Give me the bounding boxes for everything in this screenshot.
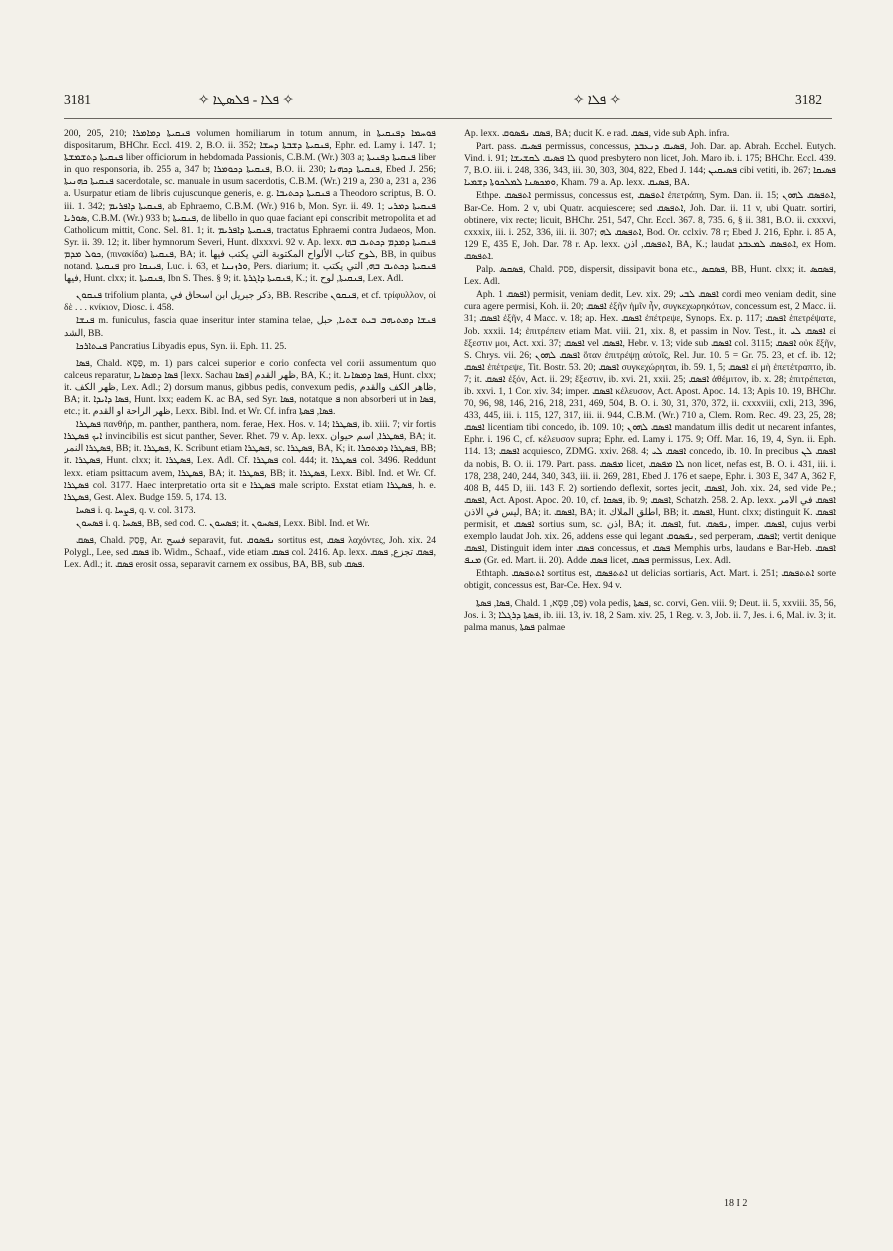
entry-paragraph: ܦܣܩ, Chald. פְּסַק, Ar. فسح separavit, fut. ܢܦܣܘܩ sortitus est, ܦܣܩ λαχόντες, Joh. xix. 24 Polygl., Lee, sed ܦܣܩ ib. Widm., Schaaf., vide etiam ܦܣܩ col. 2416. Ap. lexx. ܦܣܩ تجزع, ܦܣܩ, Lex. Adl.; it. ܦܣܩ erosit ossa, separavit carnem ex ossibus, BA, BB, sub ܦܣܩ. [64, 535, 436, 571]
entry-paragraph: Ethtaph. ܐܬܬܦܣܩ sortitus est, ܐܬܬܦܣܩ ut delicias sortiaris, Act. Mart. i. 251; ܐܬܬܦܣܩ sorte obtigit, concessus est, Bar-Ce. Hex. 94 v. [464, 568, 836, 592]
left-running-title: ✧ ܦܠܐ - ܦܠܣܛܐ ✧ [198, 92, 294, 107]
entry-paragraph: Aph. ܐܦܣܩ 1) permisit, veniam dedit, Lev. xix. 29; ܐܦܣܩ ܠܒܝ cordi meo veniam dedit, sine cura agere permisi, Koh. ii. 20; ܐܦܣܩ ἐξῆν ἡμῖν ἦν, συγκεχωρηκότων, concessum est, 2 Macc. ii. 31; ܐܦܣܩ ἐξῆν, 4 Macc. v. 18; ap. Hex. ܐܦܣܩ ἐπέτρεψε, Synops. Ex. p. 117; ܐܦܣܩ ἐπετρέψατε, Job. xxxii. 14; ἐπιτρέπειν etiam Mat. viii. 21, xix. 8, et passim in Nov. Test., it. ܐܦܣܩ ܠܝ εἰ ἔξεστιν μοι, Act. xxi. 37; ܐܦܣܩ vel ܐܦܣܩ, Hebr. v. 13; vide sub ܐܦܣܩ col. 3115; ܐܦܣܩ οὐκ ἔξῆν, S. Chrys. vii. 26; ܐܦܣܩ ܠܗܘܢ ὅταν ἐπιτρέψῃ αὐτοῖς, Rel. Jur. 10. 5 = Gr. 75. 23, et cf. ib. 12; ܐܦܣܩ ἐπέτρεψε, Tit. Bostr. 53. 20; ܐܦܣܩ συγκεχώρηται, ib. 59. 1, 5; ܐܦܣܩ εἰ μὴ ἐπετέτραπτο, ib. 7; it. ܐܦܣܩ ἐξόν, Act. ii. 29; ἔξεστιν, ib. xvi. 21, xxii. 25; ܐܦܣܩ ἀθέμιτον, ib. x. 28; ἐπιτρέπεται, ib. xxvi. 1, 1 Cor. xiv. 34; imper. ܐܦܣܩ κέλευσον, Act. Apost. Apoc. 14. 13; Apis 10. 19, BHChr. 70, 96, 98, 146, 216, 218, 231, 469, 504, B. O. i. 30, 31, 370, 372, ii. cxxxviii, cxli, 213, 396, 433, 445, iii. i. 115, 127, 317, iii. ii. 944, C.B.M. (Wr.) 710 a, Clem. Rom. Rec. 49. 23, 25, 28; ܐܦܣܩ licentiam tibi concedo, ib. 109. 10; ܐܦܣܩ ܠܗܘܢ mandatum illis dedit ut necarent infantes, Ephr. i. 196 C, cf. κέλευσον supra; Ephr. ed. Lamy i. 175. 9; Off. Mar. 16, 19, 4, Syn. ii. Eph. 114. 13; ܐܦܣܩ acquiesco, ZDMG. xxiv. 268. 4; ܐܦܣܩ ܠܝ concedo, ib. 10. In precibus ܐܦܣܩ ܠܢ da nobis, B. O. ii. 179. Part. pass. ܡܦܣܩ licet, ܠܐ ܡܦܣܩ non licet, nefas est, B. O. i. 431, iii. i. 178, 238, 240, 244, 340, 343, iii. ii. 269, 281, Ebed J. 176 et saepe, Ephr. i. 303 E, 347 A, 362 F, 408 B, 445 D, iii. 143 F. 2) sortiendo deflexit, sortes jecit, ܐܦܣܩ, Joh. xix. 24, sed vide Pe.; ܐܦܣܩ, Act. Apost. Apoc. 20. 10, cf. ܦܣܩܐ, ib. 9; ܐܦܣܩ, Schatzh. 258. 2. Ap. lexx. ܐܦܣܩ في الامر ليس في الاذن, BA; it. ܐܦܣܩ, BA; it. اطلق الملاك, BB; it. ܐܦܣܩ, Hunt. clxx; distinguit K. ܐܦܣܩ permisit, et ܐܦܣܩ sortius sum, sc. اذن, BA; it. ܐܦܣܩ, fut. ܢܦܣܩ, imper. ܐܦܣܩ, cujus verbi exemplo laudat Joh. xix. 26, addens esse qui legant ܢܦܣܘܩ, sed perperam, ܐܦܣܩ; vertit denique ܐܦܣܩ, Distinguit idem inter ܦܣܩ concessus, et ܦܣܩ Memphis urbs, laudans e Bar-Heb. ܐܦܣܩ ܡܢܦ (Gr. ed. Mart. ii. 20). Adde ܦܣܩ licet, ܦܣܩ permissus, Lex. Adl. [464, 289, 836, 567]
entry-paragraph: ܦܣܐ, Chald. פַּסָּא, m. 1) pars calcei superior e corio confecta vel corii assumentum quo calceus reparatur, ܦܣܐ ܕܡܣܐܢܐ [lexx. Sachau ܦܣܐ] ظهر القدم, BA, K.; it. ܦܣܐ ܕܡܣܐܢܐ, Hunt. clxx; it. ظهر الكف, Lex. Adl.; 2) dorsum manus, gibbus pedis, convexum pedis, ظاهر الكف والقدم, BA; it. ܦܣܐ ܕܐܝܕܐ, Hunt. lxx; eadem K. ac BA, sed Syr. ܦܣܐ, notatque ܦ non absorberi ut in ܦܣܐ, etc.; it. ظهر الراحة او القدم, Lexx. Bibl. Ind. et Wr. Cf. infra ܦܣܐ, ܦܣܬܐ. [64, 357, 436, 418]
entry-paragraph: 200, 205, 210; ܦܢܩܝܬܐ ܕܡܐܡܪܐ volumen homiliarum in totum annum, in ܦܘܚܡܐ ܕܦܢܩܝܬܐ dispositarum, BHChr. Eccl. 419. 2, B.O. ii. 352; ܦܢܩܝܬܐ ܕܫܒܬܐ ܕܚܫܐ, Ephr. ed. Lamy i. 147. 1; ܦܢܩܝܬܐ ܕܬܫܡܫܬܐ liber officiorum in hebdomada Passionis, C.B.M. (Wr.) 303 a; ܦܢܩܝܬܐ ܕܦܢܝܬܐ liber in quo responsoria, ib. 255 a, 347 b; ܦܢܩܝܬܐ ܕܟܘܡܪܐ, B.O. ii. 230; ܦܢܩܝܬܐ ܕܟܗܢܐ, Ebed J. 256; ܦܢܩܝܬܐ ܟܗܢܝܬܐ sacerdotale, sc. manuale in usum sacerdotis, C.B.M. (Wr.) 219 a, 230 a, 231 a, 236 a. Usurpatur etiam de libris cujuscunque generis, e. g. ܦܢܩܝܬܐ ܕܟܬܝܒܐ a Theodoro scriptus, B. O. iii. 1. 342; ܦܢܩܝܬܐ ܕܐܦܪܝܡ, ab Ephraemo, C.B.M. (Wr.) 916 b, Mon. Syr. ii. 49. 1; ܦܢܩܝܬܐ ܕܡܪܝ ܣܘܪܝܐ, C.B.M. (Wr.) 933 b; ܦܢܩܝܬܐ, de libello in quo quae faciant epi conscribit metropolita et ad Catholicum mittit, Conc. Sel. 81. 1; it. ܦܢܩܝܬܐ ܕܐܦܪܝܡ, tractatus Ephraemi contra Judaeos, Mon. Syr. ii. 39. 12; it. liber hymnorum Severi, Hunt. dlxxxvi. 92 v. Ap. lexx. ܦܢܩܝܬܐ ܕܡܕܡ ܕܟܬܝܒ ܒܗ ܟܘܠ ܡܕܡ, (πινακίδα) ܦܢܩܝܬܐ, BA; it. ܠوح كتاب الألواح المكتوبة التي يكتب فيها, BB, in quibus notand. ܦܢܩܝܬܐ pro ܦܝܢܩܐ, Luc. i. 63, et ܘܪܙܢܢܐ, Pers. diarium; it. ܦܢܩܝܬܐ ܕܟܬܝܒ ܒܗ, التي يكتب فيها, Hunt. clxx; it. ܦܢܩܝܬܐ, Ibn S. Thes. § 9; it. ܦܢܩܝܬܐ ܕܐܓܪܬܐ, K.; it. ܦܢܩܝܬܐ, لوح, Lex. Adl. [64, 128, 436, 285]
left-page-number: 3181 [64, 92, 91, 107]
entry-paragraph: ܦܣܚܘܢ i. q. ܦܣܚܐ, BB, sed cod. C. ܦܣܚܘܢ; it. ܦܣܚܘܢ, Lexx. Bibl. Ind. et Wr. [76, 517, 370, 529]
entry-paragraph: ܦܣܐ, ܦܣܬܐ, Chald. פַּס, פִּסָּא, 1) vola pedis, ܦܣܬܐ, sc. corvi, Gen. viii. 9; Deut. ii. 5, xxviii. 35, 56, Jos. i. 3; ܦܣܬܐ ܕܪܓܠܐ, ib. iii. 13, iv. 18, 2 Sam. xiv. 25, 1 Reg. v. 3, Job. ii. 7, Jes. i. 6, Mal. iv. 3; it. palma manus, ܦܣܬܐ palmae [464, 597, 836, 633]
entry-paragraph: ܦܣܛܪܐ πανθήρ, m. panther, panthera, nom. ferae, Hex. Hos. v. 14; ܦܣܛܪܐ, ib. xiii. 7; vir fortis ܐܝܟ ܦܣܛܪܐ invincibilis est sicut panther, Sever. Rhet. 79 v. Ap. lexx. ܦܣܛܪܐ, اسم حيوان, BA; it. ܦܣܛܪܐ النمر, BB; it. ܦܣܛܪܐ, K. Scribunt etiam ܦܣܛܪܐ, sc. ܦܣܛܪܐ, BA, K; it. ܦܣܛܪܐ ܕܡܬܩܪܐ, BB; it. ܦܣܛܪܐ, Hunt. clxx; it. ܦܣܛܪܐ, Lex. Adl. Cf. ܦܣܛܪܐ col. 444; it. ܦܣܛܪܐ col. 3496. Reddunt lexx. etiam psittacum avem, ܦܣܛܪܐ, BA; it. ܦܣܛܪܐ, BB; it. ܦܣܛܪܐ, Lexx. Bibl. Ind. et Wr. Cf. ܦܣܛܪܐ col. 3177. Haec interpretatio orta sit e ܦܣܛܪܐ male scripto. Exstat etiam ܦܣܛܪܐ, h. e. ܦܣܛܪܐ, Gest. Alex. Budge 159. 5, 174. 13. [64, 419, 436, 503]
entry-paragraph: ܦܢܬܐܪܟܐ Pancratius Libyadis epus, Syn. ii. Eph. 11. 25. [76, 340, 287, 352]
entry-paragraph: ܦܢܫܐ m. funiculus, fascia quae inseritur inter stamina telae, ܦܢܫܐ ܕܡܬܝܗܒ ܒܝܬ ܫܬܝܐ, حبل الشد, BB. [64, 315, 436, 339]
entry-paragraph: Part. pass. ܦܣܝܩ permissus, concessus, ܦܣܝܩ ܕܢܥܒܕ, Joh. Dar. ap. Abrah. Ecchel. Eutych. Vind. i. 91; ܠܐ ܦܣܝܩ ܠܩܫܝܫܐ quod presbytero non licet, Joh. Maro ib. i. 175; BHChr. Eccl. 439. 7, B.O. iii. i. 248, 336, 343, iii. 30, 303, 304, 822, Ebed J. 144; ܦܣܝܩܝܢ cibi vetiti, ib. 267; ܦܣܝܩܐ ܘܡܟܣܢܐ ܠܡܠܟܘܬܐ ܕܫܡܝܐ, Kham. 79 a. Ap. lexx. ܦܣܝܩ, BA. [464, 141, 836, 189]
left-column [64, 128, 436, 1196]
entry-paragraph: ܦܢܩܘܢ trifolium planta, ذكر جبريل ابن اسحاق في, BB. Rescribe ܦܢܩܘܢ, et cf. τρίφυλλον, οἱ δὲ . . . κνίκιον, Diosc. i. 458. [64, 290, 436, 314]
entry-paragraph: Ethpe. ܐܬܦܣܩ permissus, concessus est, ܐܬܦܣܩ ἐπετράπη, Sym. Dan. ii. 15; ܐܬܦܣܩ ܠܗܘܢ, Bar-Ce. Hom. 2 v, ubi Quatr. acquiescere; sed ܐܬܦܣܩ, Joh. Dar. ii. 11 v, ubi Quatr. sortiri, obtinere, vix recte; licuit, BHChr. 251, 547, Chr. Eccl. 367. 8, 735. 6, § ii. 381, B.O. ii. cxxxvi, cxxxix, iii. i. 252, 336, iii. ii. 307; ܐܬܦܣܩ ܠܗ, Bod. Or. cclxiv. 78 r; Ebed J. 216, Ephr. i. 85 A, 129 E, 435 E, Joh. Dar. 78 r. Ap. lexx. ܐܬܦܣܩ, اذن, BA, K.; laudat ܐܬܦܣܩ ܠܡܥܒܕ, ex Hom. ܐܬܦܣܩ. [464, 190, 836, 262]
printer-signature: 18 I 2 [724, 1198, 748, 1209]
page-header [0, 92, 893, 116]
entry-paragraph: Ap. lexx. ܦܣܩ ܢܦܣܘܩ, BA; ducit K. e rad. ܦܣܩ, vide sub Aph. infra. [464, 128, 730, 139]
right-running-title: ✧ ܦܠܐ ✧ [573, 92, 621, 107]
right-page-number: 3182 [795, 92, 822, 107]
right-column [464, 128, 836, 1196]
header-rule [64, 118, 832, 119]
entry-paragraph: ܦܣܚܐ i. q. ܦܨܚܐ, q. v. col. 3173. [76, 504, 196, 516]
entry-paragraph: Palp. ܦܣܩܣ, Chald. פסק, dispersit, dissipavit bona etc., ܦܣܩܣ, BB, Hunt. clxx; it. ܦܣܩܣ, Lex. Adl. [464, 264, 836, 288]
